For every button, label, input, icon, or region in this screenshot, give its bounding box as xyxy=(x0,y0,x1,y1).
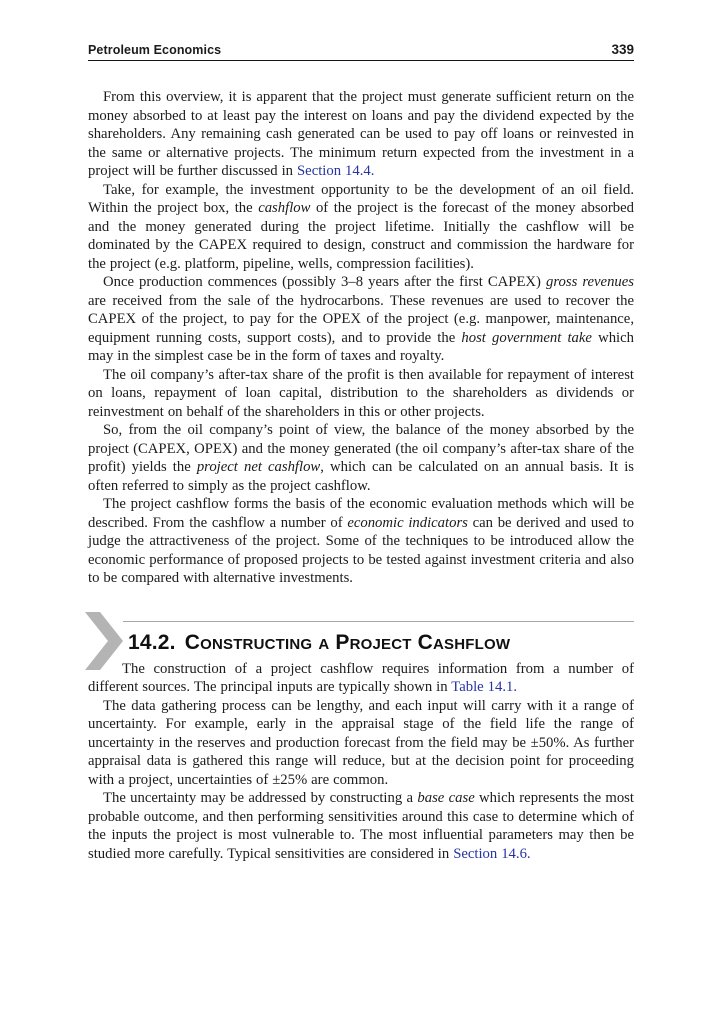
body-text: are received from the sale of the hydrocarbons. These revenues are used to recover the CAPEX of the project, to pay for the OPEX of the project (e.g. manpower, maintenance, equipment running costs, support costs), and to provide the xyxy=(88,292,634,346)
paragraph xyxy=(88,660,634,697)
page-content xyxy=(88,88,634,863)
emphasized-text: gross revenues xyxy=(546,274,635,290)
body-paragraphs-bottom xyxy=(88,660,634,864)
cross-reference-link[interactable]: Table 14.1. xyxy=(451,679,518,695)
body-text: The uncertainty may be addressed by constructing a xyxy=(103,790,418,806)
body-text: So, from the oil company’s point of view, the balance of the money absorbed by the project (CAPEX, OPEX) and the money generated (the oil company’s after-tax share of the profit) yields the xyxy=(88,422,634,475)
running-head: Petroleum Economics xyxy=(88,43,222,57)
body-text: The data gathering process can be lengthy, and each input will carry with it a range of uncertainty. For example, early in the appraisal stage of the field life the range of uncertainty in the reserves and production forecast from the field may be ±50%. As further appraisal data is gathered this range will reduce, but at the decision point for proceeding with a project, uncertainties of ±25% are common. xyxy=(88,697,634,788)
emphasized-text: base case xyxy=(417,790,475,806)
body-text: can be derived and used to judge the attractiveness of the project. Some of the techniques to be introduced allow the economic performance of proposed projects to be tested against investment criteria and also to be compared with alternative investments. xyxy=(88,514,634,586)
paragraph xyxy=(88,273,634,366)
body-text: of the project is the forecast of the money absorbed and the money generated during the project lifetime. Initially the cashflow will be dominated by the CAPEX required to design, construct and commission the hardware for the project (e.g. platform, pipeline, wells, compression facilities). xyxy=(88,200,634,272)
paragraph xyxy=(88,697,634,790)
body-text: The project cashflow forms the basis of the economic evaluation methods which will be described. From the cashflow a number of xyxy=(88,496,634,531)
chevron-right-icon xyxy=(85,612,125,670)
body-paragraphs-top xyxy=(88,88,634,588)
page-number: 339 xyxy=(611,42,634,57)
emphasized-text: project net cashflow xyxy=(196,459,321,475)
body-text: The oil company’s after-tax share of the profit is then available for repayment of interest on loans, repayment of loan capital, distribution to the shareholders as dividends or reinvestment on behalf of the shareholders in this or other projects. xyxy=(88,366,634,420)
paragraph xyxy=(88,495,634,588)
body-text: Once production commences (possibly 3–8 years after the first CAPEX) xyxy=(103,274,546,290)
body-text: which represents the most probable outcome, and then performing sensitivities around this case to determine which of the inputs the project is most vulnerable to. The most influential parameters may then be studied more carefully. Typical sensitivities are considered in xyxy=(88,790,634,862)
section-number: 14.2. xyxy=(128,630,176,654)
emphasized-text: economic indicators xyxy=(347,514,468,531)
section-title: Constructing a Project Cashflow xyxy=(184,630,511,654)
body-text: From this overview, it is apparent that the project must generate sufficient return on the money absorbed to at least pay the interest on loans and pay the dividend expected by the shareholders. Any remaining cash generated can be used to pay off loans or reinvested in the same or alternative projects. The minimum return expected from the investment in a project will be further discussed in xyxy=(88,89,634,179)
cross-reference-link[interactable]: Section 14.6. xyxy=(453,845,531,862)
paragraph xyxy=(88,181,634,274)
paragraph xyxy=(88,366,634,422)
page-header xyxy=(88,42,634,61)
body-text: The construction of a project cashflow requires information from a number of different sources. The principal inputs are typically shown in xyxy=(88,660,634,695)
body-text: Take, for example, the investment opportunity to be the development of an oil field. Within the project box, the xyxy=(88,181,634,216)
emphasized-text: host government take xyxy=(461,329,592,346)
paragraph xyxy=(88,789,634,863)
section-divider-rule xyxy=(123,621,634,622)
body-text: , which can be calculated on an annual basis. It is often referred to simply as the project cashflow. xyxy=(88,459,634,494)
cross-reference-link[interactable]: Section 14.4. xyxy=(297,163,375,179)
section-heading-block xyxy=(88,604,634,660)
paragraph xyxy=(88,88,634,181)
body-text: which may in the simplest case be in the form of taxes and royalty. xyxy=(88,329,634,364)
section-heading xyxy=(128,628,510,658)
paragraph xyxy=(88,421,634,495)
emphasized-text: cashflow xyxy=(258,200,311,216)
